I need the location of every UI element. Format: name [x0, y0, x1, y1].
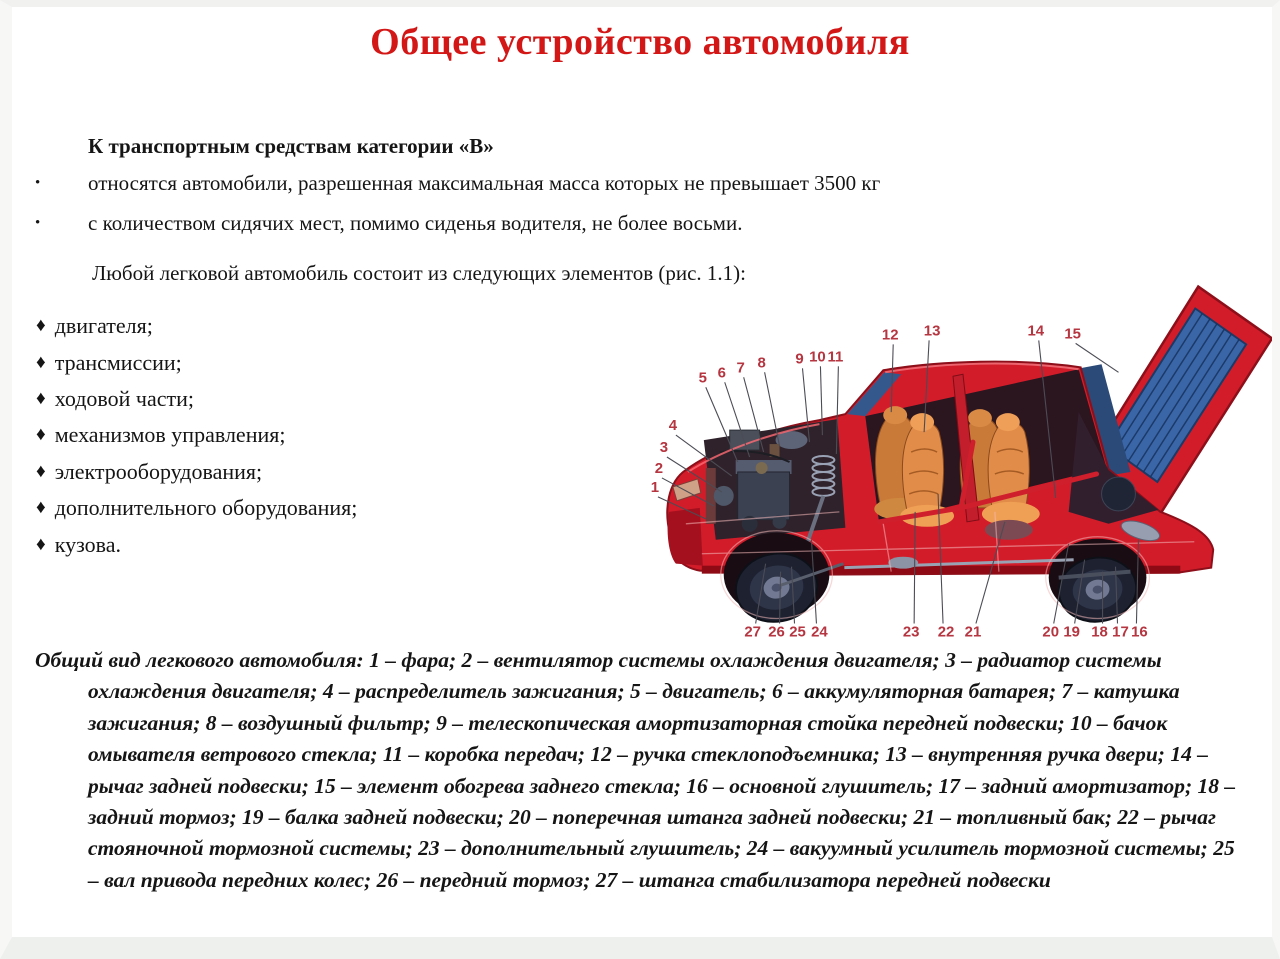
figure-label-10: 10	[809, 348, 826, 366]
figure-caption: Общий вид легкового автомобиля: 1 – фара; 2 – вентилятор системы охлаждения двигателя; 3 – радиатор системы охлаждения двигателя; 4 – распределитель зажигания; 5 – двигатель; 6 – аккумуляторная батарея; 7 – катушка зажигания; 8 – воздушный фильтр; 9 – телескопическая амортизаторная стойка передней подвески; 10 – бачок омывателя ветрового стекла; 11 – коробка передач; 12 – ручка стеклоподъемника; 13 – внутренняя ручка двери; 14 – рычаг задней подвески; 15 – элемент обогрева заднего стекла; 16 – основной глушитель; 17 – задний амортизатор; 18 – задний тормоз; 19 – балка задней подвески; 20 – поперечная штанга задней подвески; 21 – топливный бак; 22 – рычаг стояночной тормозной системы; 23 – дополнительный глушитель; 24 – вакуумный усилитель тормозной системы; 25 – вал привода передних колес; 26 – передний тормоз; 27 – штанга стабилизатора передней подвески	[35, 648, 1236, 892]
figure-label-6: 6	[717, 364, 726, 382]
figure-label-3: 3	[659, 439, 669, 457]
figure-label-17: 17	[1112, 623, 1129, 641]
figure-label-14: 14	[1027, 322, 1045, 340]
component-item	[36, 454, 357, 490]
component-item	[36, 490, 357, 526]
front-bumper	[668, 508, 703, 566]
figure-label-13: 13	[923, 322, 941, 340]
figure-label-19: 19	[1063, 623, 1080, 641]
figure-label-16: 16	[1131, 623, 1148, 641]
figure-label-23: 23	[902, 623, 920, 641]
components-list	[36, 308, 357, 563]
figure-label-20: 20	[1042, 623, 1060, 641]
component-item	[36, 526, 357, 562]
additional-muffler	[888, 557, 918, 569]
fuel-tank	[985, 520, 1033, 540]
intro-bullet-list	[35, 171, 1250, 251]
distributor	[756, 462, 768, 474]
intro-bullet-text: с количеством сидячих мест, помимо сиденья водителя, не более восьми.	[88, 211, 743, 235]
figure-label-25: 25	[789, 623, 806, 641]
component-item-text: дополнительного оборудования;	[54, 495, 358, 521]
component-item-text: кузова.	[54, 531, 122, 557]
intro-heading: К транспортным средствам категории «В»	[88, 134, 494, 158]
figure-label-11: 11	[827, 348, 844, 366]
figure-label-7: 7	[736, 359, 745, 377]
intro-section	[35, 134, 1250, 286]
component-item-text: электрооборудования;	[54, 458, 263, 484]
bullet-dot-icon: •	[35, 175, 41, 191]
figure-label-5: 5	[698, 369, 707, 387]
car-cutaway-figure	[640, 272, 1278, 654]
figure-label-26: 26	[768, 623, 785, 641]
intro-bullet-item	[35, 211, 1250, 251]
intro-bullet-item	[35, 171, 1250, 211]
component-item	[36, 308, 357, 344]
diamond-bullet-icon: ♦	[36, 315, 46, 337]
component-item	[36, 417, 357, 453]
diamond-bullet-icon: ♦	[36, 424, 46, 446]
page-title: Общее устройство автомобиля	[370, 21, 910, 63]
component-item	[36, 344, 357, 380]
component-item	[36, 381, 357, 417]
figure-label-9: 9	[795, 350, 804, 368]
component-item-text: механизмов управления;	[54, 422, 286, 448]
figure-label-24: 24	[811, 623, 828, 641]
figure-label-1: 1	[650, 478, 660, 496]
spare-wheel	[1102, 477, 1136, 511]
component-item-text: двигателя;	[54, 313, 153, 339]
figure-label-2: 2	[654, 459, 664, 477]
diamond-bullet-icon: ♦	[36, 533, 46, 555]
diamond-bullet-icon: ♦	[36, 351, 46, 373]
engine-block	[738, 472, 790, 520]
figure-label-15: 15	[1064, 325, 1081, 343]
diamond-bullet-icon: ♦	[36, 387, 46, 409]
figure-label-12: 12	[881, 326, 899, 344]
diamond-bullet-icon: ♦	[36, 497, 46, 519]
car-cutaway-illustration	[640, 272, 1278, 654]
figure-label-8: 8	[757, 354, 766, 372]
intro-lead: Любой легковой автомобиль состоит из следующих элементов (рис. 1.1):	[92, 261, 747, 285]
component-item-text: трансмиссии;	[54, 349, 182, 375]
diamond-bullet-icon: ♦	[36, 460, 46, 482]
figure-label-21: 21	[964, 623, 982, 641]
figure-label-22: 22	[937, 623, 955, 641]
intro-bullet-text: относятся автомобили, разрешенная максимальная масса которых не превышает 3500 кг	[88, 171, 881, 195]
figure-label-27: 27	[744, 623, 761, 641]
component-item-text: ходовой части;	[54, 385, 195, 411]
bullet-dot-icon: •	[35, 215, 41, 231]
figure-label-18: 18	[1091, 623, 1108, 641]
figure-label-4: 4	[668, 417, 678, 435]
